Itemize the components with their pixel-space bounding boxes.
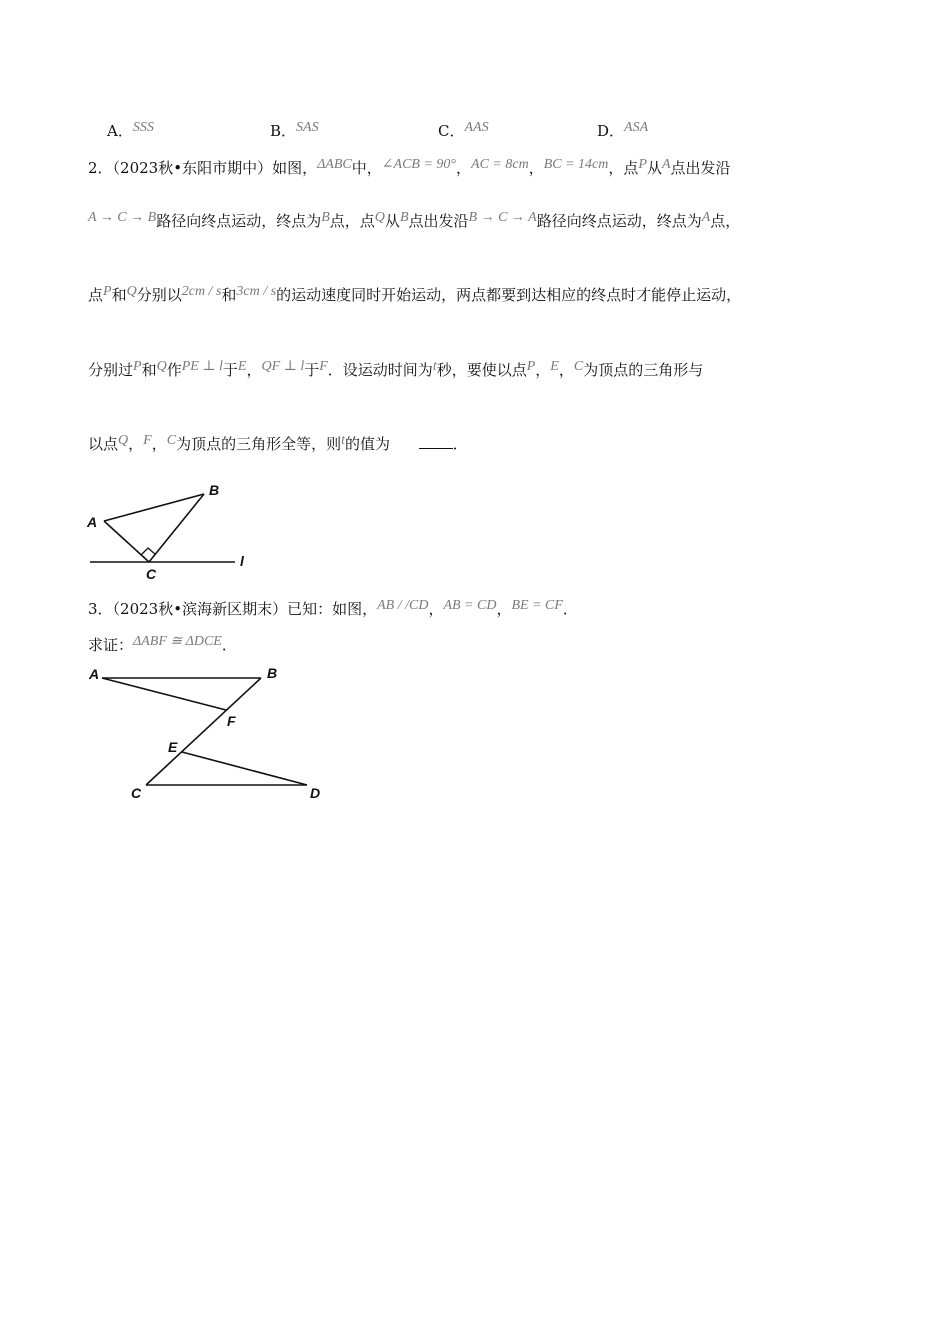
label-c: C bbox=[146, 566, 157, 582]
answer-blank[interactable] bbox=[419, 436, 453, 449]
q1-option-b: B．SAS bbox=[270, 120, 319, 140]
label-d: D bbox=[310, 785, 321, 801]
segment-ac bbox=[104, 521, 149, 562]
q2-line-2: A → C → B路径向终点运动，终点为B点，点Q从B点出发沿B → C → A路径向终点运动，终点为A点， bbox=[88, 210, 741, 230]
segment-af bbox=[102, 678, 226, 710]
right-angle-mark bbox=[141, 548, 155, 555]
label-b: B bbox=[267, 665, 278, 681]
segment-ab bbox=[104, 494, 204, 521]
q3-line-2: 求证：ΔABF ≅ ΔDCE． bbox=[88, 634, 237, 654]
segment-ed bbox=[182, 752, 307, 785]
q1-option-a: A．SSS bbox=[107, 120, 154, 140]
q1-option-d: D．ASA bbox=[597, 120, 649, 140]
label-a: A bbox=[87, 514, 98, 530]
label-e: E bbox=[168, 739, 178, 755]
q1-option-c: C．AAS bbox=[438, 120, 489, 140]
q2-line-3: 点P和Q分别以2cm / s和3cm / s的运动速度同时开始运动，两点都要到达相应的终点时才能停止运动， bbox=[88, 284, 742, 304]
q3-line-1: 3．（2023秋•滨海新区期末）已知：如图，AB / /CD，AB = CD，BE = CF． bbox=[88, 598, 578, 618]
q3-figure bbox=[85, 660, 335, 805]
segment-bc bbox=[149, 494, 204, 562]
label-c: C bbox=[131, 785, 142, 801]
label-f: F bbox=[227, 713, 236, 729]
q2-line-4: 分别过P和Q作PE ⊥ l于E，QF ⊥ l于F．设运动时间为t秒，要使以点P，E，C为顶点的三角形与 bbox=[88, 359, 704, 379]
label-a: A bbox=[89, 666, 100, 682]
q2-line-1: 2．（2023秋•东阳市期中）如图，ΔABC中，∠ACB = 90°，AC = 8cm，BC = 14cm，点P从A点出发沿 bbox=[88, 157, 731, 177]
q2-figure bbox=[80, 478, 260, 583]
label-b: B bbox=[209, 482, 220, 498]
q2-line-5: 以点Q，F，C为顶点的三角形全等，则t的值为 ． bbox=[88, 433, 468, 453]
label-l: l bbox=[240, 553, 244, 569]
